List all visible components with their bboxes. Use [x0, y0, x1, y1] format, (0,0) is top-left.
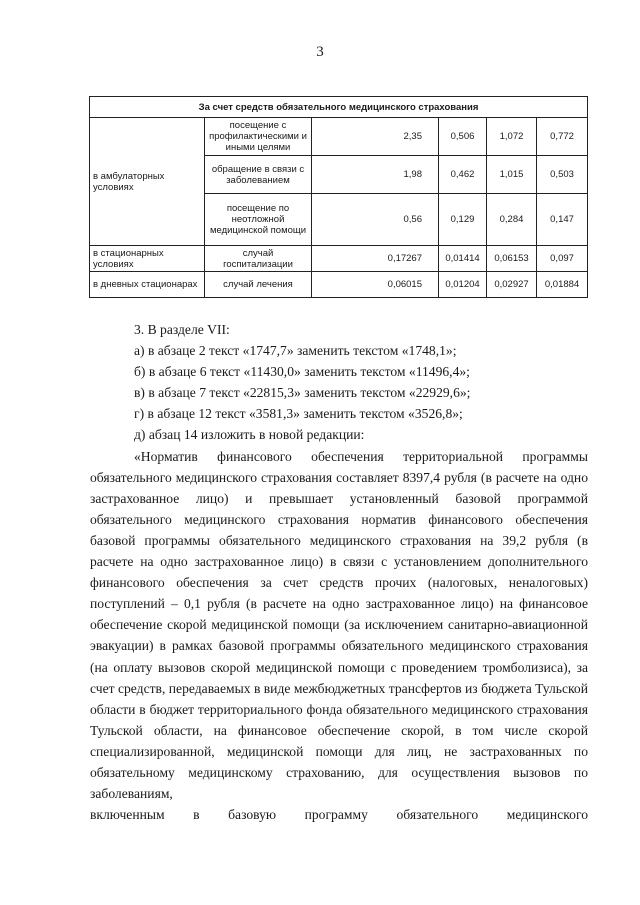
unit-cell: случай госпитализации [205, 246, 312, 272]
quoted-paragraph: «Норматив финансового обеспечения территориальной программы обязательного медицинского страхования составляет 8397,4 рубля (в расчете на одно застрахованное лицо) и превышает установленный базовой программой обязательного медицинского страхования норматив финансового обеспечения базовой программы обязательного медицинского страхования на 39,2 рубля (в расчете на одно застрахованное лицо) в связи с установлением дополнительного финансового обеспечения за счет средств прочих (налоговых, неналоговых) поступлений – 0,1 рубля (в расчете на одно застрахованное лицо) на финансовое обеспечение скорой медицинской помощи (за исключением санитарно-авиационной эвакуации) в рамках базовой программы обязательного медицинского страхования (на оплату вызовов скорой медицинской помощи с проведением тромболизиса), за счет средств, передаваемых в виде межбюджетных трансфертов из бюджета Тульской области в бюджет территориального фонда обязательного медицинского страхования Тульской области, на финансовое обеспечение скорой, в том числе скорой специализированной, медицинской помощи для лиц, не застрахованных по обязательному медицинскому страхованию, для осуществления вызовов по заболеваниям, [90, 448, 588, 802]
value-cell: 0,147 [537, 194, 588, 246]
value-cell: 0,17267 [312, 246, 439, 272]
value-cell: 0,56 [312, 194, 439, 246]
value-cell: 0,462 [439, 156, 487, 194]
value-cell: 0,06153 [487, 246, 537, 272]
value-cell: 2,35 [312, 118, 439, 156]
condition-cell: в амбулаторных условиях [90, 118, 205, 246]
list-item: в) в абзаце 7 текст «22815,3» заменить текстом «22929,6»; [134, 385, 471, 401]
value-cell: 0,129 [439, 194, 487, 246]
condition-cell: в стационарных условиях [90, 246, 205, 272]
unit-cell: посещение по неотложной медицинской помощи [205, 194, 312, 246]
amendment-text [90, 319, 588, 825]
value-cell: 0,097 [537, 246, 588, 272]
quoted-paragraph-last-line: включенным в базовую программу обязательного медицинского [90, 807, 588, 823]
value-cell: 0,772 [537, 118, 588, 156]
value-cell: 0,503 [537, 156, 588, 194]
value-cell: 0,01414 [439, 246, 487, 272]
list-item: д) абзац 14 изложить в новой редакции: [134, 427, 365, 443]
value-cell: 1,072 [487, 118, 537, 156]
list-item: г) в абзаце 12 текст «3581,3» заменить текстом «3526,8»; [134, 406, 463, 422]
section-heading: 3. В разделе VII: [134, 322, 230, 337]
value-cell: 0,506 [439, 118, 487, 156]
value-cell: 1,015 [487, 156, 537, 194]
value-cell: 0,284 [487, 194, 537, 246]
unit-cell: случай лечения [205, 272, 312, 298]
table-header: За счет средств обязательного медицинского страхования [90, 97, 588, 118]
value-cell: 0,01204 [439, 272, 487, 298]
list-item: а) в абзаце 2 текст «1747,7» заменить текстом «1748,1»; [134, 343, 457, 359]
list-item: б) в абзаце 6 текст «11430,0» заменить текстом «11496,4»; [134, 364, 470, 380]
value-cell: 0,01884 [537, 272, 588, 298]
unit-cell: обращение в связи с заболеванием [205, 156, 312, 194]
value-cell: 0,06015 [312, 272, 439, 298]
insurance-norms-table [89, 96, 588, 298]
condition-cell: в дневных стационарах [90, 272, 205, 298]
unit-cell: посещение с профилактическими и иными целями [205, 118, 312, 156]
page-number: 3 [316, 44, 324, 60]
value-cell: 1,98 [312, 156, 439, 194]
value-cell: 0,02927 [487, 272, 537, 298]
